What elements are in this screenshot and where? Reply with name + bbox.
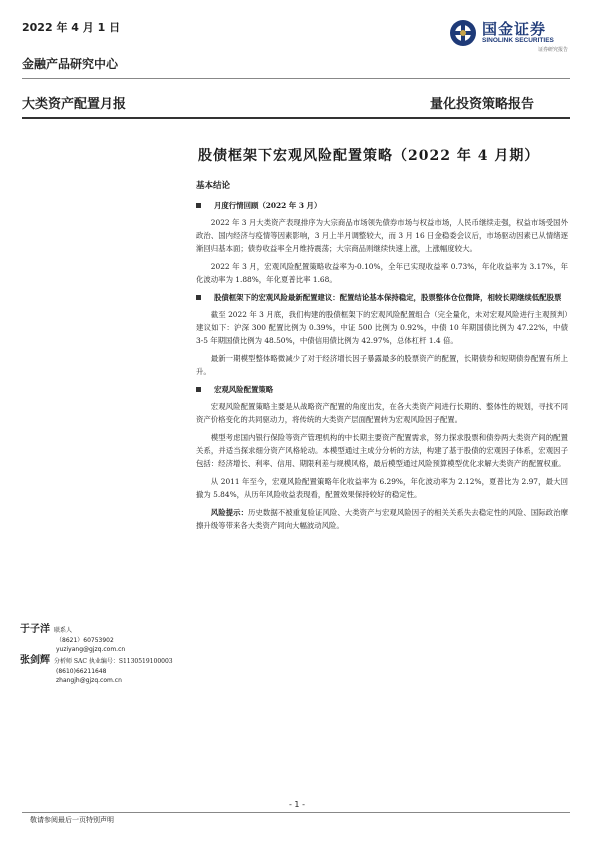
- analyst-email: yuziyang@gjzq.com.cn: [56, 646, 126, 653]
- report-type-right: 量化投资策略报告: [430, 97, 535, 112]
- header-divider-bold: [22, 117, 570, 119]
- risk-label: 风险提示：: [210, 508, 249, 517]
- bullet-heading-2: 股债框架下的宏观风险最新配置建议：配置结论基本保持稳定，股票整体仓位微降，相较长期继续低配股票: [196, 291, 568, 304]
- analyst-role: 分析师 SAC 执业编号：S1130519100003: [54, 658, 173, 665]
- research-center: 金融产品研究中心: [22, 57, 119, 71]
- risk-text: 历史数据不被重复验证风险、大类资产与宏观风险因子的相关关系失去稳定性的风险、国际政治摩擦升级等带来各大类资产同向大幅波动风险。: [196, 508, 568, 530]
- report-title: 股债框架下宏观风险配置策略（2022 年 4 月期）: [198, 148, 540, 164]
- main-content: [196, 180, 568, 537]
- header-divider: [22, 78, 570, 79]
- logo-cn: 国金证券: [482, 20, 547, 38]
- analyst-name: 于子洋: [20, 624, 50, 635]
- analyst-email: zhangjh@gjzq.com.cn: [56, 677, 122, 684]
- company-logo: [448, 16, 568, 58]
- report-date: 2022 年 4 月 1 日: [22, 21, 121, 34]
- paragraph: 宏观风险配置策略主要是从战略资产配置的角度出发，在各大类资产间进行长期的、整体性的规划，寻找不同资产价格变化的共同驱动力，将传统的大类资产层面配置转为宏观风险因子配置。: [196, 402, 568, 424]
- bullet-heading-3: 宏观风险配置策略: [196, 383, 568, 396]
- section-heading: 基本结论: [196, 181, 231, 191]
- analyst-card: [20, 648, 195, 685]
- paragraph: 2022 年 3 月大类资产表现排序为大宗商品市场领先债券市场与权益市场，人民币继续走强，权益市场受国外政治、国内经济与疫情等因素影响，3 月上半月调整较大，而 3 月 16 日金稳委会议后，市场驱动因素已从情绪逐渐回归基本面；债券收益率全月维持震荡；大宗商品则继续快速上涨，上涨幅度较大。: [196, 218, 568, 253]
- page-number: - 1 -: [289, 800, 305, 809]
- analyst-name: 张剑辉: [20, 655, 50, 666]
- risk-warning: [196, 506, 568, 532]
- footer-divider: [22, 812, 570, 813]
- paragraph: 截至 2022 年 3 月底，我们构建的股债框架下的宏观风险配置组合（完全量化，未对宏观风险进行主观预判）建议如下：沪深 300 配置比例为 0.39%，中证 500 比例为 0.92%，中债 10 年期国债比例为 47.22%，中债 3-5 年期国债比例为 48.50%，中债信用债比例为 42.97%，总体杠杆 1.4 倍。: [196, 310, 568, 345]
- paragraph: 从 2011 年至今，宏观风险配置策略年化收益率为 6.29%，年化波动率为 2.12%，夏普比为 2.97，最大回撤为 5.84%，从历年风险收益表现看，配置效果保持较好的稳定性。: [196, 477, 568, 499]
- logo-mark-icon: [448, 18, 478, 48]
- analyst-phone: (8610)66211648: [56, 668, 107, 675]
- bullet-heading-1: 月度行情回顾（2022 年 3 月）: [196, 199, 568, 212]
- analyst-role: 联系人: [54, 627, 73, 634]
- logo-en: SINOLINK SECURITIES: [482, 37, 554, 44]
- analyst-phone: （8621）60753902: [56, 637, 114, 644]
- footer-disclaimer: 敬请参阅最后一页特别声明: [30, 816, 114, 824]
- paragraph: 模型考虑国内银行保险等资产管理机构的中长期主要资产配置需求，努力探求股票和债券两大类资产间的配置关系，并适当探求细分资产风格轮动。本模型通过主成分分析的方法，构建了基于股债的宏观因子体系，宏观因子包括：经济增长、利率、信用、期限利差与规模风格，最后模型通过风险预算模型优化求解大类资产的配置权重。: [196, 433, 568, 468]
- paragraph: 最新一期模型整体略微减少了对于经济增长因子暴露最多的股票资产的配置，长期债券和短期债券配置有所上升。: [196, 354, 568, 376]
- paragraph: 2022 年 3 月，宏观风险配置策略收益率为-0.10%，全年已实现收益率 0.73%，年化收益率为 3.17%，年化波动率为 1.88%，年化夏普比率 1.68。: [196, 262, 568, 284]
- report-type-left: 大类资产配置月报: [22, 97, 127, 112]
- logo-sub: 证券研究报告: [538, 47, 569, 53]
